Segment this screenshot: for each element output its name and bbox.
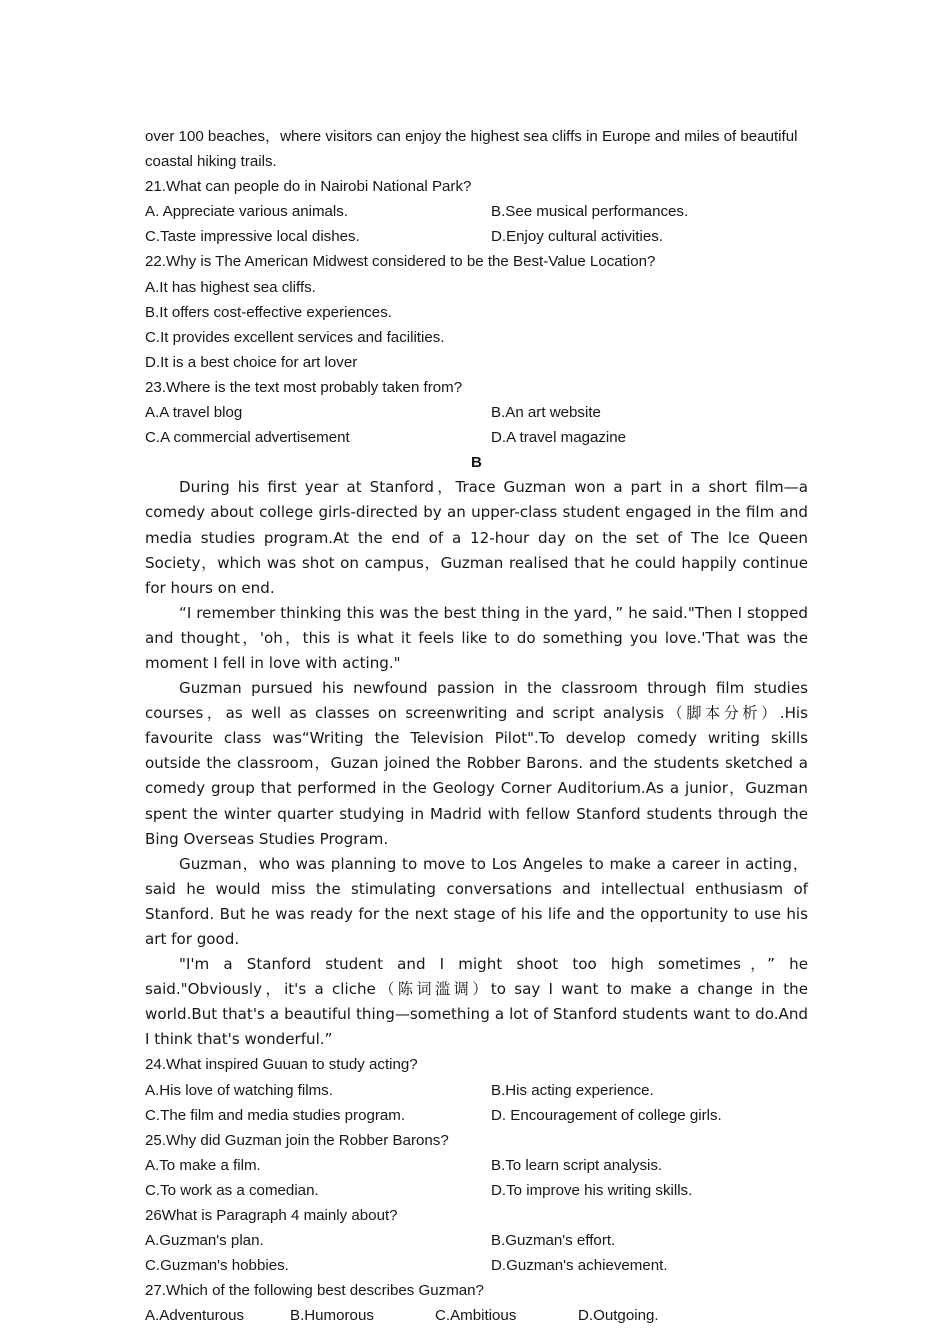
question-26-option-d[interactable]: D.Guzman's achievement. [491, 1257, 668, 1275]
question-26-stem: 26What is Paragraph 4 mainly about? [145, 1207, 398, 1225]
question-24-stem: 24.What inspired Guuan to study acting? [145, 1056, 418, 1074]
question-27-option-b[interactable]: B.Humorous [290, 1307, 374, 1325]
question-21-option-row-1 [145, 199, 808, 224]
question-26-option-b[interactable]: B.Guzman's effort. [491, 1232, 616, 1250]
question-23-option-b[interactable]: B.An art website [491, 404, 601, 422]
passage-b-paragraph-1: During his first year at Stanford，Trace Guzman won a part in a short film—a comedy about college girls-directed by an upper-class student engaged in the film and media studies program.At the end of a 12-hour day on the set of The lce Queen Society，which was shot on campus，Guzman realised that he could happily continue for hours on end. [145, 478, 808, 597]
question-26-option-a[interactable]: A.Guzman's plan. [145, 1232, 264, 1250]
question-25-option-row-2 [145, 1178, 808, 1203]
question-24-option-d[interactable]: D. Encouragement of college girls. [491, 1106, 722, 1124]
question-25-option-d[interactable]: D.To improve his writing skills. [491, 1181, 693, 1199]
question-21-option-row-2 [145, 224, 808, 249]
passage-b-paragraph-3: Guzman pursued his newfound passion in the classroom through film studies courses，as well as classes on screenwriting and script analysis（脚本分析）.His favourite class was“Writing the Television Pilot".To develop comedy writing skills outside the classroom，Guzan joined the Robber Barons. and the students sketched a comedy group that performed in the Geology Corner Auditorium.As a junior，Guzman spent the winter quarter studying in Madrid with fellow Stanford students through the Bing Overseas Studies Program. [145, 679, 808, 848]
question-23-option-d[interactable]: D.A travel magazine [491, 429, 627, 447]
question-25-option-a[interactable]: A.To make a film. [145, 1156, 261, 1174]
question-26-option-row-2 [145, 1253, 808, 1278]
question-21-option-a[interactable]: A. Appreciate various animals. [145, 203, 349, 221]
question-24-option-b[interactable]: B.His acting experience. [491, 1081, 654, 1099]
question-27-option-d[interactable]: D.Outgoing. [578, 1307, 659, 1325]
passage-b-heading: B [470, 454, 483, 472]
question-25-option-c[interactable]: C.To work as a comedian. [145, 1181, 319, 1199]
question-21-option-b[interactable]: B.See musical performances. [491, 203, 689, 221]
question-21-option-d[interactable]: D.Enjoy cultural activities. [491, 228, 663, 246]
question-25-option-row-1 [145, 1153, 808, 1178]
question-22-option-a[interactable]: A.It has highest sea cliffs. [145, 278, 316, 296]
question-25-option-b[interactable]: B.To learn script analysis. [491, 1156, 663, 1174]
passage-b-paragraph-4: Guzman，who was planning to move to Los Angeles to make a career in acting，said he would miss the stimulating conversations and intellectual enthusiasm of Stanford. But he was ready for the next stage of his life and the opportunity to use his art for good. [145, 854, 808, 948]
question-27-stem: 27.Which of the following best describes Guzman? [145, 1282, 484, 1300]
passage-b-paragraph-2: “I remember thinking this was the best thing in the yard，” he said."Then I stopped and thought，'oh，this is what it feels like to do something you love.'That was the moment I fell in love with acting." [145, 603, 808, 672]
passage-b-paragraph-5: "I'm a Stanford student and I might shoot too high sometimes，” he said."Obviously，it's a cliche（陈词滥调）to say I want to make a change in the world.But that's a beautiful thing—something a lot of Stanford students want to do.And I think that's wonderful.” [145, 955, 808, 1049]
question-24-option-row-1 [145, 1078, 808, 1103]
question-27-option-c[interactable]: C.Ambitious [435, 1307, 517, 1325]
passage-a-tail-line-2: coastal hiking trails. [145, 153, 277, 171]
question-23-option-a[interactable]: A.A travel blog [145, 404, 243, 422]
passage-a-tail-line-1: over 100 beaches，where visitors can enjoy the highest sea cliffs in Europe and miles of beautiful [145, 128, 798, 145]
question-22-option-d[interactable]: D.It is a best choice for art lover [145, 353, 358, 371]
document-text-body [145, 124, 808, 1329]
question-22-stem: 22.Why is The American Midwest considered to be the Best-Value Location? [145, 253, 656, 271]
question-23-option-c[interactable]: C.A commercial advertisement [145, 429, 350, 447]
question-26-option-c[interactable]: C.Guzman's hobbies. [145, 1257, 289, 1275]
question-22-option-c[interactable]: C.It provides excellent services and facilities. [145, 328, 445, 346]
question-21-stem: 21.What can people do in Nairobi National Park? [145, 178, 472, 196]
question-22-option-b[interactable]: B.It offers cost-effective experiences. [145, 303, 392, 321]
question-23-option-row-2 [145, 425, 808, 450]
question-21-option-c[interactable]: C.Taste impressive local dishes. [145, 228, 360, 246]
question-24-option-row-2 [145, 1103, 808, 1128]
question-25-stem: 25.Why did Guzman join the Robber Barons? [145, 1131, 449, 1149]
question-24-option-a[interactable]: A.His love of watching films. [145, 1081, 333, 1099]
question-23-option-row-1 [145, 400, 808, 425]
question-27-option-a[interactable]: A.Adventurous [145, 1307, 245, 1325]
question-24-option-c[interactable]: C.The film and media studies program. [145, 1106, 406, 1124]
question-26-option-row-1 [145, 1228, 808, 1253]
question-23-stem: 23.Where is the text most probably taken from? [145, 378, 463, 396]
question-27-option-row [145, 1303, 808, 1328]
